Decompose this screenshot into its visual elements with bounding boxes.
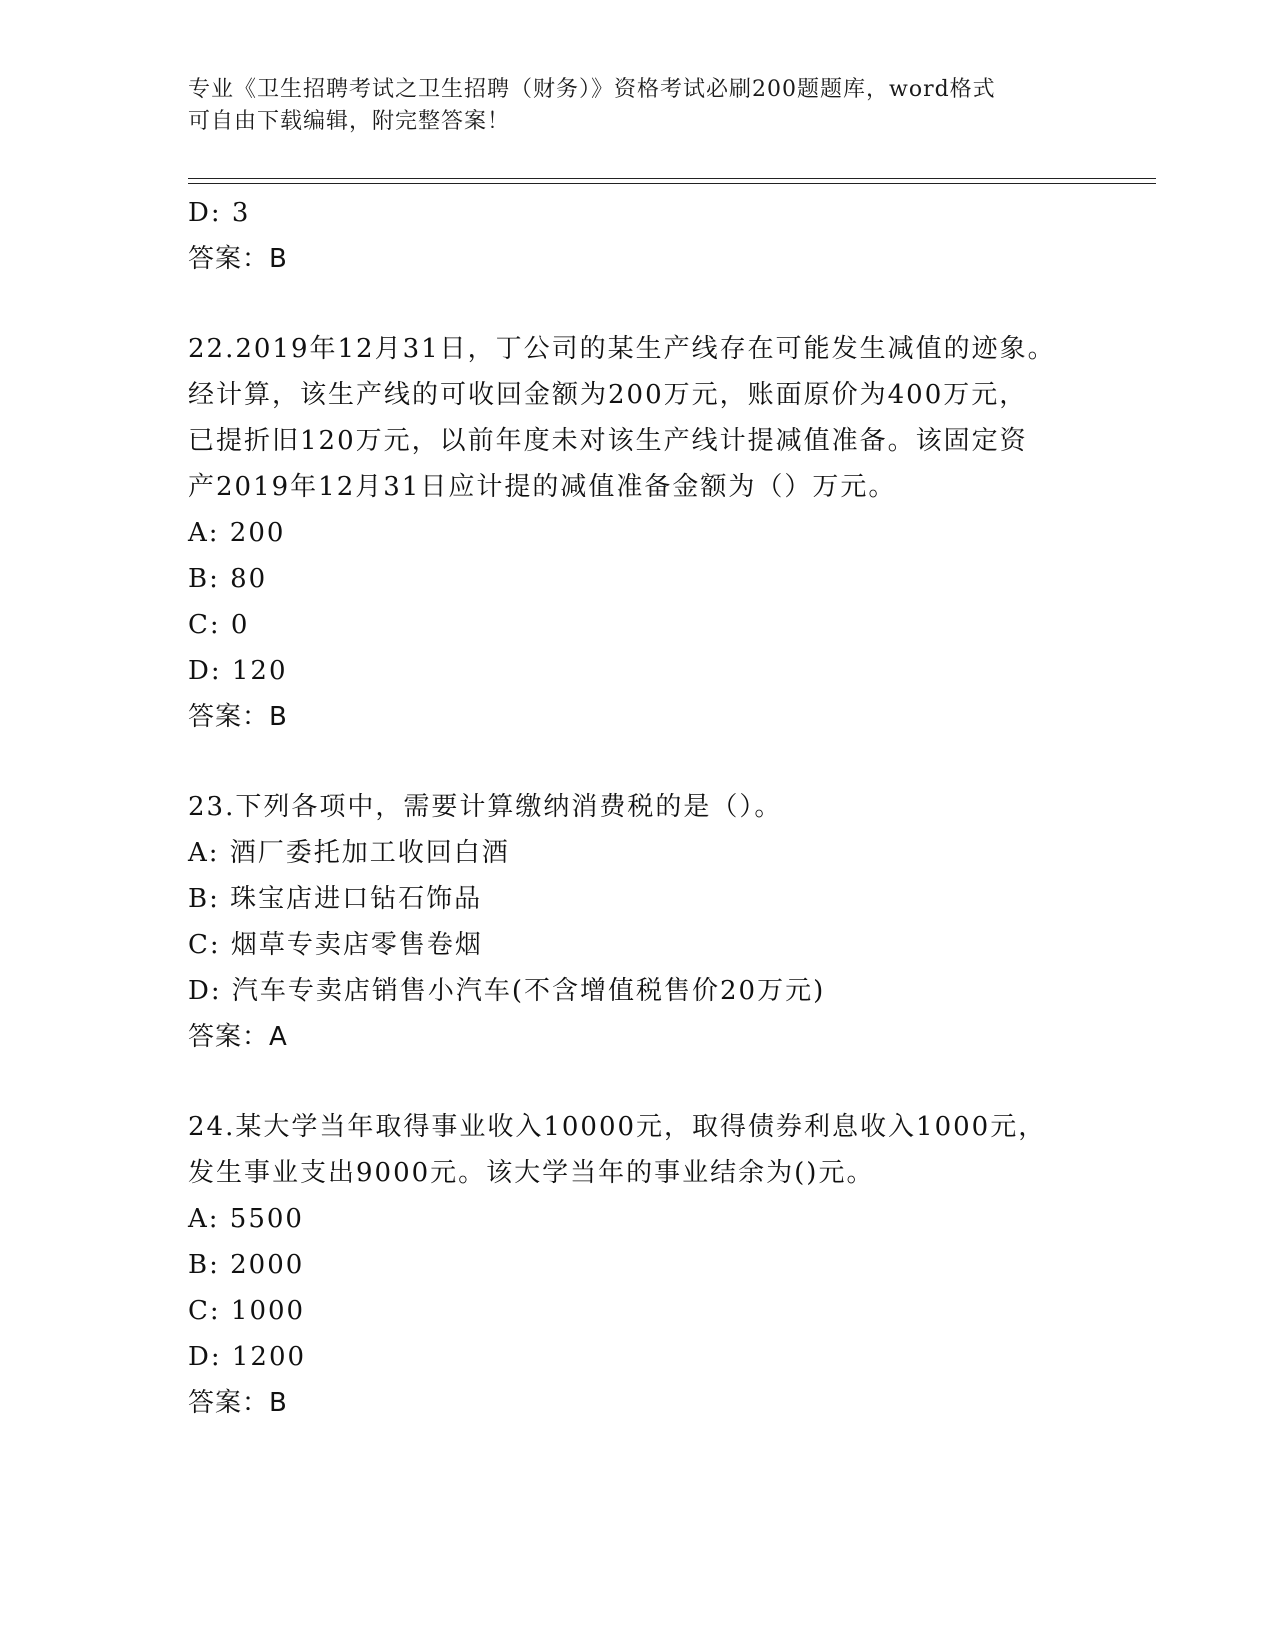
question-22 bbox=[188, 326, 1068, 740]
option-b: B: 珠宝店进口钻石饰品 bbox=[188, 884, 483, 914]
answer-line: 答案：B bbox=[188, 702, 288, 732]
option-a: A: 5500 bbox=[188, 1204, 304, 1234]
option-b: B: 2000 bbox=[188, 1250, 305, 1280]
option-d: D: 1200 bbox=[188, 1342, 307, 1372]
question-stem-line: 已提折旧120万元，以前年度未对该生产线计提减值准备。该固定资 bbox=[188, 426, 1028, 456]
question-stem-line: 23.下列各项中，需要计算缴纳消费税的是（）。 bbox=[188, 792, 783, 822]
question-23 bbox=[188, 784, 1068, 1060]
spacer bbox=[188, 1060, 1068, 1104]
question-stem-line: 24.某大学当年取得事业收入10000元，取得债券利息收入1000元， bbox=[188, 1112, 1047, 1142]
question-list bbox=[188, 190, 1068, 1426]
question-stem-line: 发生事业支出9000元。该大学当年的事业结余为()元。 bbox=[188, 1158, 875, 1188]
spacer bbox=[188, 282, 1068, 326]
header-divider-bottom bbox=[188, 183, 1156, 184]
answer-line: 答案：A bbox=[188, 1022, 288, 1052]
option-a: A: 酒厂委托加工收回白酒 bbox=[188, 838, 510, 868]
option-d: D: 120 bbox=[188, 656, 288, 686]
option-d: D: 汽车专卖店销售小汽车(不含增值税售价20万元) bbox=[188, 976, 826, 1006]
option-b: B: 80 bbox=[188, 564, 268, 594]
header-line-1: 专业《卫生招聘考试之卫生招聘（财务）》资格考试必刷200题题库，word格式 bbox=[188, 77, 996, 102]
spacer bbox=[188, 740, 1068, 784]
document-header bbox=[188, 74, 1088, 138]
option-c: C: 烟草专卖店零售卷烟 bbox=[188, 930, 483, 960]
option-d: D: 3 bbox=[188, 198, 251, 228]
option-c: C: 1000 bbox=[188, 1296, 306, 1326]
header-line-2: 可自由下载编辑，附完整答案！ bbox=[188, 109, 511, 134]
header-divider-top bbox=[188, 178, 1156, 179]
question-stem-line: 产2019年12月31日应计提的减值准备金额为（）万元。 bbox=[188, 472, 897, 502]
option-a: A: 200 bbox=[188, 518, 286, 548]
question-stem-line: 经计算，该生产线的可收回金额为200万元，账面原价为400万元， bbox=[188, 380, 1028, 410]
question-stem-line: 22.2019年12月31日，丁公司的某生产线存在可能发生减值的迹象。 bbox=[188, 334, 1056, 364]
option-c: C: 0 bbox=[188, 610, 250, 640]
question-21-tail bbox=[188, 190, 1068, 282]
question-24 bbox=[188, 1104, 1068, 1426]
answer-line: 答案：B bbox=[188, 244, 288, 274]
answer-line: 答案：B bbox=[188, 1388, 288, 1418]
